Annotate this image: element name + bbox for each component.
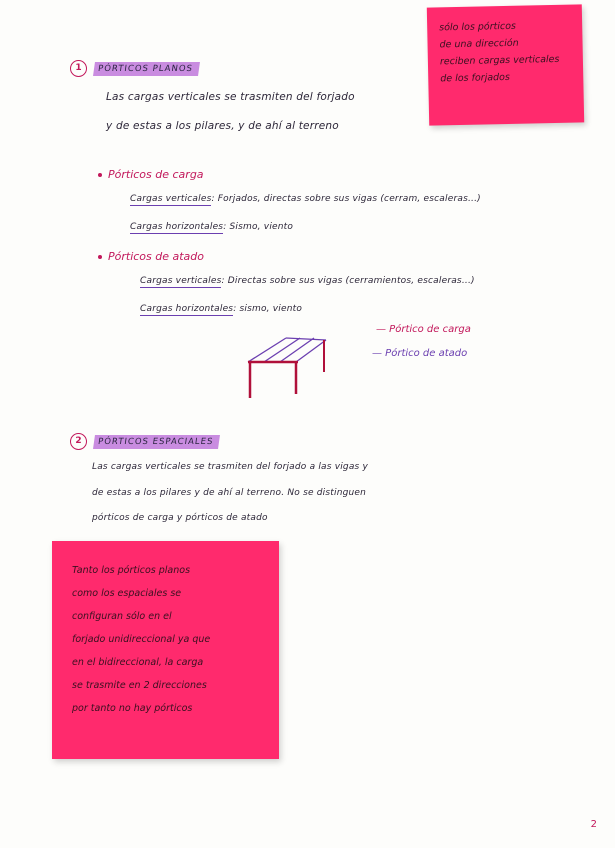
carga-vertical-text: : Forjados, directas sobre sus vigas (cerram, escaleras...) bbox=[211, 194, 481, 204]
section-2-line-1: Las cargas verticales se trasmiten del forjado a las vigas y bbox=[92, 462, 369, 472]
atado-horizontal-label: Cargas horizontales bbox=[140, 304, 234, 314]
sketch-atado-beam bbox=[280, 338, 314, 362]
carga-horizontal-label: Cargas horizontales bbox=[130, 222, 224, 232]
sketch-atado-beam bbox=[296, 340, 326, 362]
sketch-atado-beam bbox=[264, 338, 300, 362]
section-1-title: PÓRTICOS PLANOS bbox=[93, 62, 200, 76]
atado-vertical-label: Cargas verticales bbox=[140, 276, 222, 286]
sticky-note-top-text: sólo los pórticos de una dirección reciben cargas verticales de los forjados bbox=[439, 20, 560, 85]
carga-vertical-label: Cargas verticales bbox=[130, 194, 212, 204]
legend-portico-carga: — Pórtico de carga bbox=[376, 324, 471, 335]
carga-vertical-line bbox=[130, 194, 481, 204]
section-2-title: PÓRTICOS ESPACIALES bbox=[93, 435, 220, 449]
sketch-back-beam bbox=[286, 338, 326, 340]
bullet-porticos-atado bbox=[98, 250, 204, 263]
atado-horizontal-text: : sismo, viento bbox=[233, 304, 303, 314]
sketch-atado-beam bbox=[248, 338, 286, 362]
section-2-number: 2 bbox=[70, 433, 87, 450]
sticky-note-bottom-text: Tanto los pórticos planos como los espaciales se configuran sólo en el forjado unidireccional ya que en el bidireccional, la carga se trasmite en 2 direcciones por tanto no hay pórticos bbox=[72, 565, 211, 714]
legend-portico-atado: — Pórtico de atado bbox=[372, 348, 468, 359]
section-1-line-2: y de estas a los pilares, y de ahí al terreno bbox=[106, 120, 339, 132]
bullet-porticos-carga bbox=[98, 168, 204, 181]
page-number: 2 bbox=[590, 819, 597, 830]
atado-vertical-line bbox=[140, 276, 475, 286]
section-1-line-1: Las cargas verticales se trasmiten del forjado bbox=[106, 91, 355, 103]
sticky-note-top bbox=[427, 4, 584, 125]
bullet-dot bbox=[98, 255, 102, 259]
frame-sketch bbox=[236, 332, 336, 408]
bullet-porticos-atado-label: Pórticos de atado bbox=[108, 250, 205, 263]
sticky-note-bottom bbox=[52, 541, 279, 759]
section-1-number: 1 bbox=[70, 60, 87, 77]
atado-horizontal-line bbox=[140, 304, 302, 314]
section-2-line-3: pórticos de carga y pórticos de atado bbox=[92, 513, 268, 523]
section-2-line-2: de estas a los pilares y de ahí al terreno. No se distinguen bbox=[92, 488, 367, 498]
atado-vertical-text: : Directas sobre sus vigas (cerramientos, escaleras...) bbox=[221, 276, 475, 286]
carga-horizontal-text: : Sismo, viento bbox=[223, 222, 294, 232]
carga-horizontal-line bbox=[130, 222, 293, 232]
bullet-porticos-carga-label: Pórticos de carga bbox=[108, 168, 204, 181]
bullet-dot bbox=[98, 173, 102, 177]
